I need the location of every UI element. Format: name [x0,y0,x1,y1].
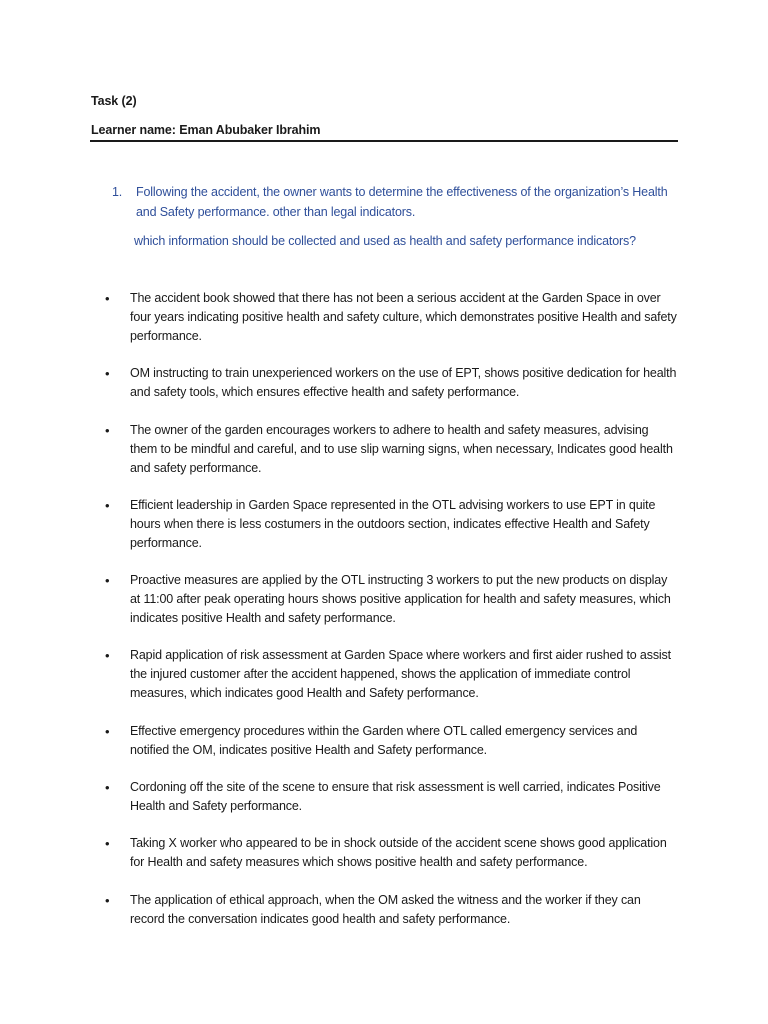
header-divider [90,140,678,142]
bullet-icon: • [105,366,110,382]
bullet-icon: • [105,648,110,664]
learner-name: Learner name: Eman Abubaker Ibrahim [91,123,321,137]
task-title: Task (2) [91,94,137,108]
list-item [105,364,678,402]
list-item [105,722,678,760]
bullet-icon: • [105,422,110,438]
list-item-text: Effective emergency procedures within the Garden where OTL called emergency services and notified the OM, indicates positive Health and Safety performance. [130,723,638,757]
list-item-text: Cordoning off the site of the scene to ensure that risk assessment is well carried, indicates Positive Health and Safety performance. [130,780,661,814]
question-block [112,183,692,248]
bullet-icon: • [105,497,110,513]
list-item-text: Taking X worker who appeared to be in shock outside of the accident scene shows good application for Health and safety measures which shows positive health and safety performance. [130,836,667,870]
list-item [105,778,678,816]
list-item-text: Efficient leadership in Garden Space represented in the OTL advising workers to use EPT in quite hours when there is less costumers in the outdoors section, indicates effective Health and Safety performance. [130,497,656,550]
bullet-icon: • [105,836,110,852]
list-item-text: OM instructing to train unexperienced workers on the use of EPT, shows positive dedication for health and safety tools, which ensures effective health and safety performance. [130,366,677,400]
list-item [105,421,678,478]
bullet-icon: • [105,573,110,589]
list-item [105,289,678,346]
list-item [105,891,678,929]
list-item-text: The accident book showed that there has not been a serious accident at the Garden Space in over four years indicating positive health and safety culture, which demonstrates positive Health and safety performance. [130,291,677,343]
list-item [105,646,678,703]
question-number: 1. [112,185,123,199]
answer-list [105,289,685,947]
list-item-text: The application of ethical approach, when the OM asked the witness and the worker if they can record the conversation indicates good health and safety performance. [130,892,641,926]
question-subtext: which information should be collected and used as health and safety performance indicators? [134,234,636,248]
bullet-icon: • [105,723,110,739]
bullet-icon: • [105,780,110,796]
question-text: Following the accident, the owner wants to determine the effectiveness of the organization’s Health and Safety performance. other than legal indicators. [136,185,668,219]
list-item [105,571,678,628]
list-item-text: The owner of the garden encourages workers to adhere to health and safety measures, advising them to be mindful and careful, and to use slip warning signs, when necessary, Indicates good health and safety performance. [130,422,673,475]
bullet-icon: • [105,291,110,306]
list-item-text: Rapid application of risk assessment at Garden Space where workers and first aider rushed to assist the injured customer after the accident happened, shows the application of immediate control measures, which indicates good Health and Safety performance. [130,648,671,701]
list-item [105,834,678,872]
list-item [105,496,678,553]
bullet-icon: • [105,892,110,908]
list-item-text: Proactive measures are applied by the OTL instructing 3 workers to put the new products on display at 11:00 after peak operating hours shows positive application for health and safety measures, which indicates positive Health and safety performance. [130,573,671,626]
